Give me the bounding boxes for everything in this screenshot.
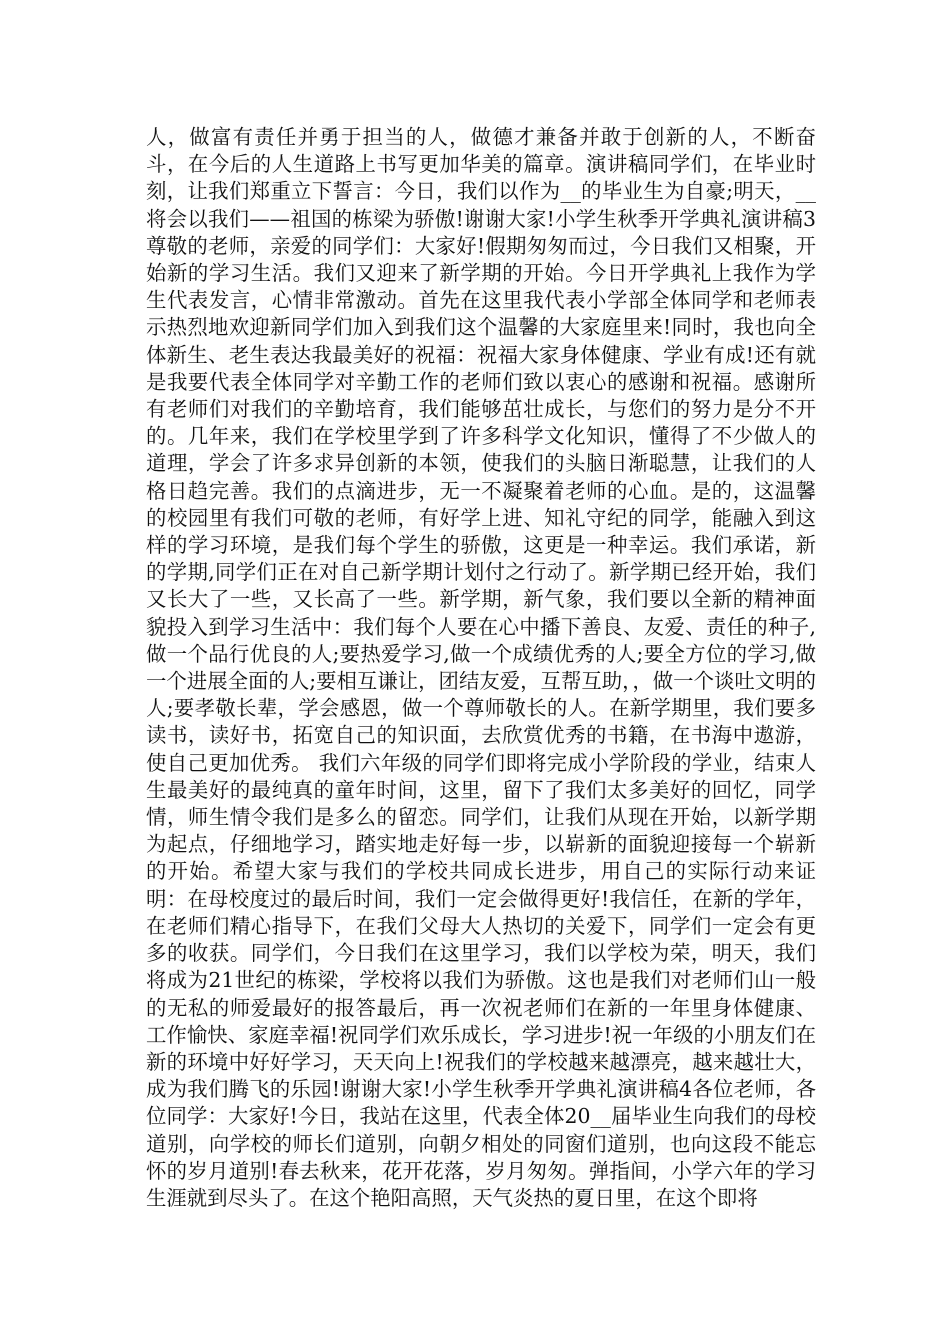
body-text: 人，做富有责任并勇于担当的人，做德才兼备并敢于创新的人，不断奋斗，在今后的人生道路上书写更加华美的篇章。演讲稿同学们，在毕业时刻，让我们郑重立下誓言：今日，我们以作为__的毕业生为自豪;明天，__将会以我们——祖国的栋梁为骄傲!谢谢大家!小学生秋季开学典礼演讲稿3尊敬的老师，亲爱的同学们：大家好!假期匆匆而过，今日我们又相聚，开始新的学习生活。我们又迎来了新学期的开始。今日开学典礼上我作为学生代表发言，心情非常激动。首先在这里我代表小学部全体同学和老师表示热烈地欢迎新同学们加入到我们这个温馨的大家庭里来!同时，我也向全体新生、老生表达我最美好的祝福：祝福大家身体健康、学业有成!还有就是我要代表全体同学对辛勤工作的老师们致以衷心的感谢和祝福。感谢所有老师们对我们的辛勤培育，我们能够茁壮成长，与您们的努力是分不开的。几年来，我们在学校里学到了许多科学文化知识，懂得了不少做人的道理，学会了许多求异创新的本领，使我们的头脑日渐聪慧，让我们的人格日趋完善。我们的点滴进步，无一不凝聚着老师的心血。是的，这温馨的校园里有我们可敬的老师，有好学上进、知礼守纪的同学，能融入到这样的学习环境，是我们每个学生的骄傲，这更是一种幸运。我们承诺，新的学期,同学们正在对自己新学期计划付之行动了。新学期已经开始，我们又长大了一些，又长高了一些。新学期，新气象，我们要以全新的精神面貌投入到学习生活中：我们每个人要在心中播下善良、友爱、责任的种子,做一个品行优良的人;要热爱学习,做一个成绩优秀的人;要全方位的学习,做一个进展全面的人;要相互谦让，团结友爱，互帮互助，，做一个谈吐文明的人;要孝敬长辈，学会感恩，做一个尊师敬长的人。在新学期里，我们要多读书，读好书，拓宽自己的知识面，去欣赏优秀的书籍，在书海中遨游，使自己更加优秀。 我们六年级的同学们即将完成小学阶段的学业，结束人生最美好的最纯真的童年时间，这里，留下了我们太多美好的回忆，同学情，师生情令我们是多么的留恋。同学们，让我们从现在开始，以新学期为起点，仔细地学习，踏实地走好每一步，以崭新的面貌迎接每一个崭新的开始。希望大家与我们的学校共同成长进步，用自己的实际行动来证明：在母校度过的最后时间，我们一定会做得更好!我信任，在新的学年，在老师们精心指导下，在我们父母大人热切的关爱下，同学们一定会有更多的收获。同学们，今日我们在这里学习，我们以学校为荣，明天，我们将成为21世纪的栋梁，学校将以我们为骄傲。这也是我们对老师们山一般的无私的师爱最好的报答最后，再一次祝老师们在新的一年里身体健康、工作愉快、家庭幸福!祝同学们欢乐成长，学习进步!祝一年级的小朋友们在新的环境中好好学习，天天向上!祝我们的学校越来越漂亮，越来越壮大，成为我们腾飞的乐园!谢谢大家!小学生秋季开学典礼演讲稿4各位老师，各位同学：大家好!今日，我站在这里，代表全体20__届毕业生向我们的母校道别，向学校的师长们道别，向朝夕相处的同窗们道别，也向这段不能忘怀的岁月道别!春去秋来，花开花落，岁月匆匆。弹指间，小学六年的学习生涯就到尽头了。在这个艳阳高照，天气炎热的夏日里，在这个即将 (146, 125, 816, 1210)
